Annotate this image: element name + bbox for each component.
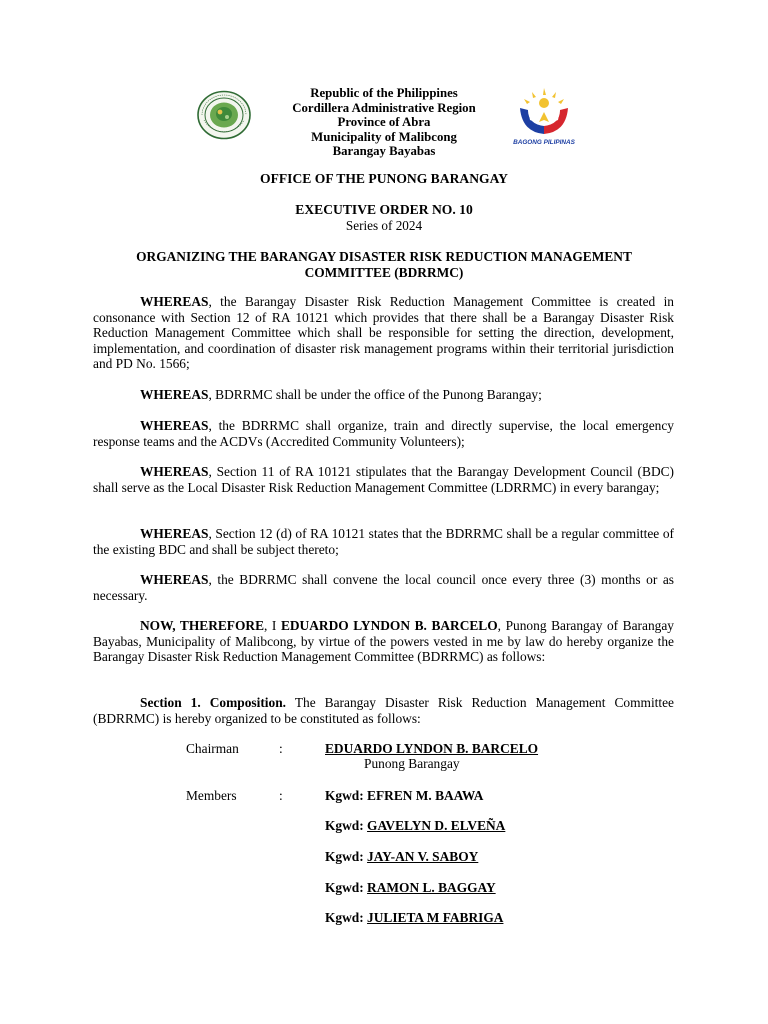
whereas-lead: WHEREAS — [140, 572, 209, 587]
member-prefix: Kgwd: — [325, 818, 368, 833]
whereas-lead: WHEREAS — [140, 464, 209, 479]
letterhead-line: Province of Abra — [337, 115, 431, 130]
whereas-text: , Section 11 of RA 10121 stipulates that the Barangay Development Council (BDC) shall serve as the Local Disaster Risk Reduction Management Committee (LDRRMC) in every barangay; — [93, 464, 674, 495]
member-name: EFREN M. BAAWA — [367, 788, 484, 803]
member-item — [325, 910, 503, 926]
now-therefore-text: , Punong Barangay of Barangay Bayabas, Municipality of Malibcong, by virtue of the powers vested in me by law do hereby organize the Barangay Disaster Risk Reduction Management Committee (BDRRMC) as follows: — [93, 618, 674, 664]
whereas-lead: WHEREAS — [140, 387, 209, 402]
whereas-text: , the Barangay Disaster Risk Reduction Management Committee is created in consonance with Section 12 of RA 10121 which provides that there shall be a Barangay Disaster Risk Reduction Management Committee which shall be responsible for setting the direction, development, implementation, and coordination of disaster risk management programs within their territorial jurisdiction and PD No. 1566; — [93, 294, 674, 371]
member-prefix: Kgwd: — [325, 880, 368, 895]
section-1-text: The Barangay Disaster Risk Reduction Management Committee (BDRRMC) is hereby organized to be constituted as follows: — [93, 695, 674, 726]
whereas-paragraph-4 — [93, 464, 674, 495]
member-name: JAY-AN V. SABOY — [367, 849, 479, 864]
chairman-name — [325, 741, 538, 757]
now-therefore-lead: NOW, THEREFORE — [140, 618, 264, 633]
whereas-lead: WHEREAS — [140, 418, 209, 433]
order-number: EXECUTIVE ORDER NO. 10 — [295, 202, 473, 217]
letterhead-line: Barangay Bayabas — [332, 144, 436, 159]
member-prefix: Kgwd: — [325, 910, 368, 925]
chairman-position: Punong Barangay — [364, 756, 460, 771]
whereas-text: , the BDRRMC shall organize, train and directly supervise, the local emergency response teams and the ACDVs (Accredited Community Volunteers); — [93, 418, 674, 449]
whereas-lead: WHEREAS — [140, 294, 209, 309]
order-title: ORGANIZING THE BARANGAY DISASTER RISK REDUCTION MANAGEMENT COMMITTEE (BDRRMC) — [136, 249, 632, 280]
whereas-paragraph-2 — [93, 387, 674, 403]
whereas-paragraph-1 — [93, 294, 674, 372]
member-item — [325, 880, 496, 896]
order-series: Series of 2024 — [345, 218, 423, 233]
chairman-label: Chairman — [186, 741, 239, 756]
now-therefore-mid: , I — [264, 618, 281, 633]
member-name: GAVELYN D. ELVEÑA — [367, 818, 506, 833]
whereas-paragraph-5 — [93, 526, 674, 557]
punong-barangay-name: EDUARDO LYNDON B. BARCELO — [280, 618, 498, 633]
bagong-pilipinas-text: BAGONG PILIPINAS — [513, 139, 575, 146]
member-item — [325, 818, 505, 834]
whereas-text: , Section 12 (d) of RA 10121 states that the BDRRMC shall be a regular committee of the existing BDC and shall be subject thereto; — [93, 526, 674, 557]
member-prefix: Kgwd: — [325, 849, 368, 864]
chairman-colon: : — [279, 741, 283, 756]
member-name: RAMON L. BAGGAY — [367, 880, 496, 895]
whereas-text: , BDRRMC shall be under the office of the Punong Barangay; — [208, 387, 542, 402]
member-prefix: Kgwd: — [325, 788, 368, 803]
section-1-lead: Section 1. Composition. — [140, 695, 287, 710]
member-item — [325, 849, 478, 865]
whereas-paragraph-3 — [93, 418, 674, 449]
members-colon: : — [279, 788, 283, 803]
whereas-paragraph-6 — [93, 572, 674, 603]
member-item — [325, 788, 483, 804]
whereas-text: , the BDRRMC shall convene the local council once every three (3) months or as necessary. — [93, 572, 674, 603]
letterhead-line: Republic of the Philippines — [310, 86, 458, 100]
section-1-paragraph — [93, 695, 674, 726]
letterhead-line: Cordillera Administrative Region — [292, 100, 476, 115]
chairman-name-text: EDUARDO LYNDON B. BARCELO — [325, 741, 539, 756]
whereas-lead: WHEREAS — [140, 526, 209, 541]
office-title: OFFICE OF THE PUNONG BARANGAY — [260, 171, 508, 186]
member-name: JULIETA M FABRIGA — [367, 910, 504, 925]
now-therefore-paragraph — [93, 618, 674, 665]
letterhead-line: Municipality of Malibcong — [311, 129, 457, 144]
letterhead — [234, 86, 534, 159]
members-label: Members — [186, 788, 237, 803]
